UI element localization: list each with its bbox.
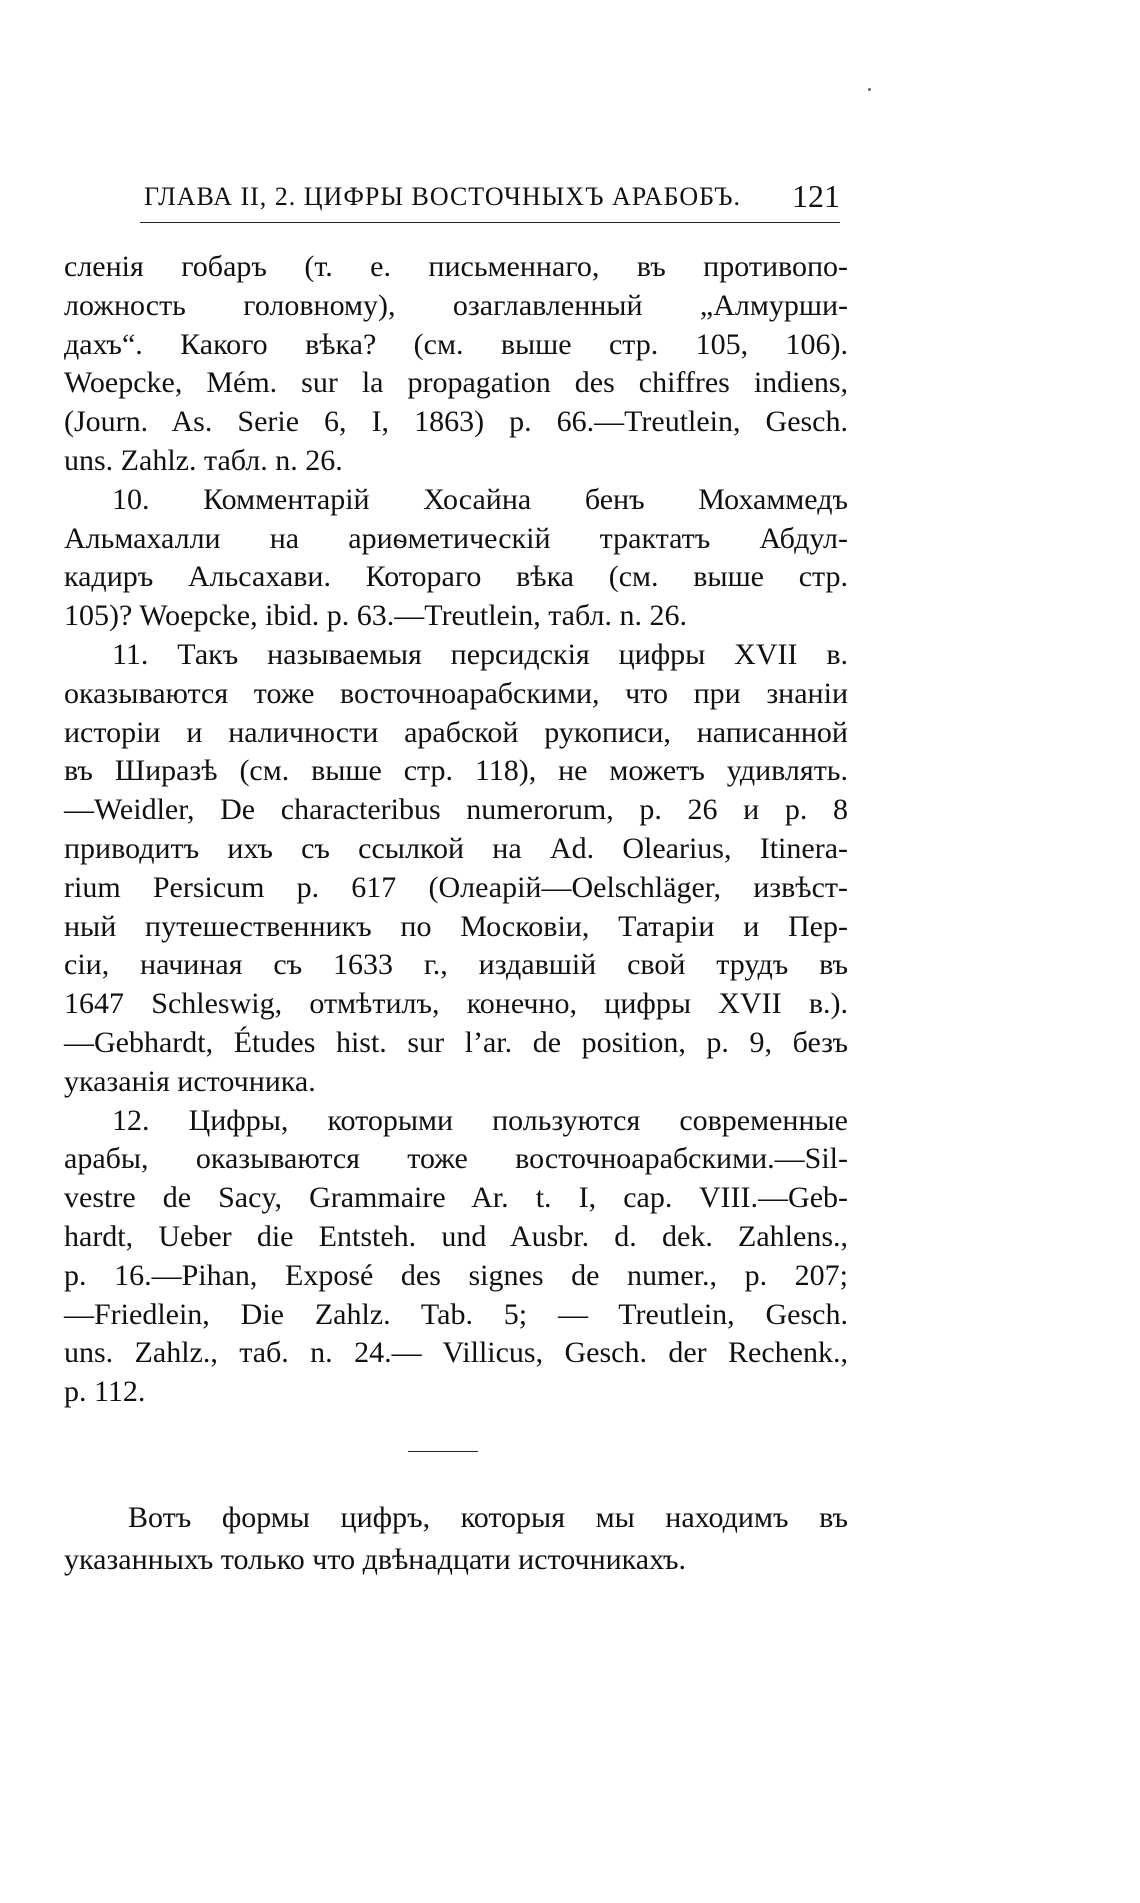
text-line: сіи, начиная съ 1633 г., издавшій свой трудъ въ: [64, 948, 848, 982]
text-line: 105)? Woepcke, ibid. p. 63.—Treutlein, табл. n. 26.: [64, 599, 687, 633]
text-line: ный путешественникъ по Московіи, Татаріи и Пер-: [64, 909, 848, 943]
text-line: uns. Zahlz. табл. n. 26.: [64, 443, 343, 477]
text-line: 11. Такъ называемыя персидскія цифры XVII в.: [112, 637, 848, 671]
text-line: приводитъ ихъ съ ссылкой на Ad. Olearius, Itinera-: [64, 831, 848, 865]
text-line: —Friedlein, Die Zahlz. Tab. 5; — Treutlein, Gesch.: [64, 1297, 848, 1331]
text-line: исторіи и наличности арабской рукописи, написанной: [64, 715, 848, 749]
text-line: въ Ширазѣ (см. выше стр. 118), не можетъ удивлять.: [64, 754, 848, 788]
text-line: —Weidler, De characteribus numerorum, p. 26 и p. 8: [64, 793, 848, 827]
text-line: указанія источника.: [64, 1064, 316, 1098]
text-line: (Journ. As. Serie 6, I, 1863) p. 66.—Treutlein, Gesch.: [64, 405, 848, 439]
text-line: p. 16.—Pihan, Exposé des signes de numer., p. 207;: [64, 1258, 848, 1292]
closing-line: Вотъ формы цифръ, которыя мы находимъ въ: [128, 1501, 848, 1534]
section-separator: [408, 1451, 478, 1452]
closing-line: указанныхъ только что двѣнадцати источникахъ.: [64, 1543, 686, 1576]
header-rule: [140, 222, 840, 223]
text-line: hardt, Ueber die Entsteh. und Ausbr. d. dek. Zahlens.,: [64, 1219, 848, 1253]
print-speck: [868, 88, 871, 91]
text-line: rium Persicum p. 617 (Олеарій—Oelschläger, извѣст-: [64, 870, 848, 904]
text-line: 1647 Schleswig, отмѣтилъ, конечно, цифры XVII в.).: [64, 987, 848, 1021]
text-line: —Gebhardt, Études hist. sur l’ar. de position, p. 9, безъ: [64, 1025, 848, 1059]
closing-paragraph: [64, 1497, 848, 1581]
text-line: дахъ“. Какого вѣка? (см. выше стр. 105, 106).: [64, 327, 848, 361]
page-number: 121: [792, 178, 840, 214]
text-line: Woepcke, Mém. sur la propagation des chiffres indiens,: [64, 366, 848, 400]
text-line: vestre de Sacy, Grammaire Ar. t. I, cap. VIII.—Geb-: [64, 1181, 848, 1215]
text-line: 12. Цифры, которыми пользуются современные: [112, 1103, 848, 1137]
text-line: Альмахалли на ариѳметическій трактатъ Абдул-: [64, 521, 848, 555]
text-line: сленія гобаръ (т. е. письменнаго, въ противопо-: [64, 250, 848, 283]
text-line: p. 112.: [64, 1375, 146, 1409]
chapter-title: ГЛАВА II, 2. ЦИФРЫ ВОСТОЧНЫХЪ АРАБОБЪ.: [144, 182, 741, 211]
text-line: ложность головному), озаглавленный „Алмурши-: [64, 288, 848, 322]
running-header: [140, 178, 840, 226]
text-line: арабы, оказываются тоже восточноарабскими.—Sil-: [64, 1142, 848, 1176]
text-line: кадиръ Альсахави. Котораго вѣка (см. выше стр.: [64, 560, 848, 594]
body-text: [64, 248, 848, 1412]
text-line: uns. Zahlz., таб. n. 24.— Villicus, Gesch. der Rechenk.,: [64, 1336, 848, 1370]
text-line: оказываются тоже восточноарабскими, что при знаніи: [64, 676, 848, 710]
text-line: 10. Комментарій Хосайна бенъ Мохаммедъ: [112, 482, 848, 516]
